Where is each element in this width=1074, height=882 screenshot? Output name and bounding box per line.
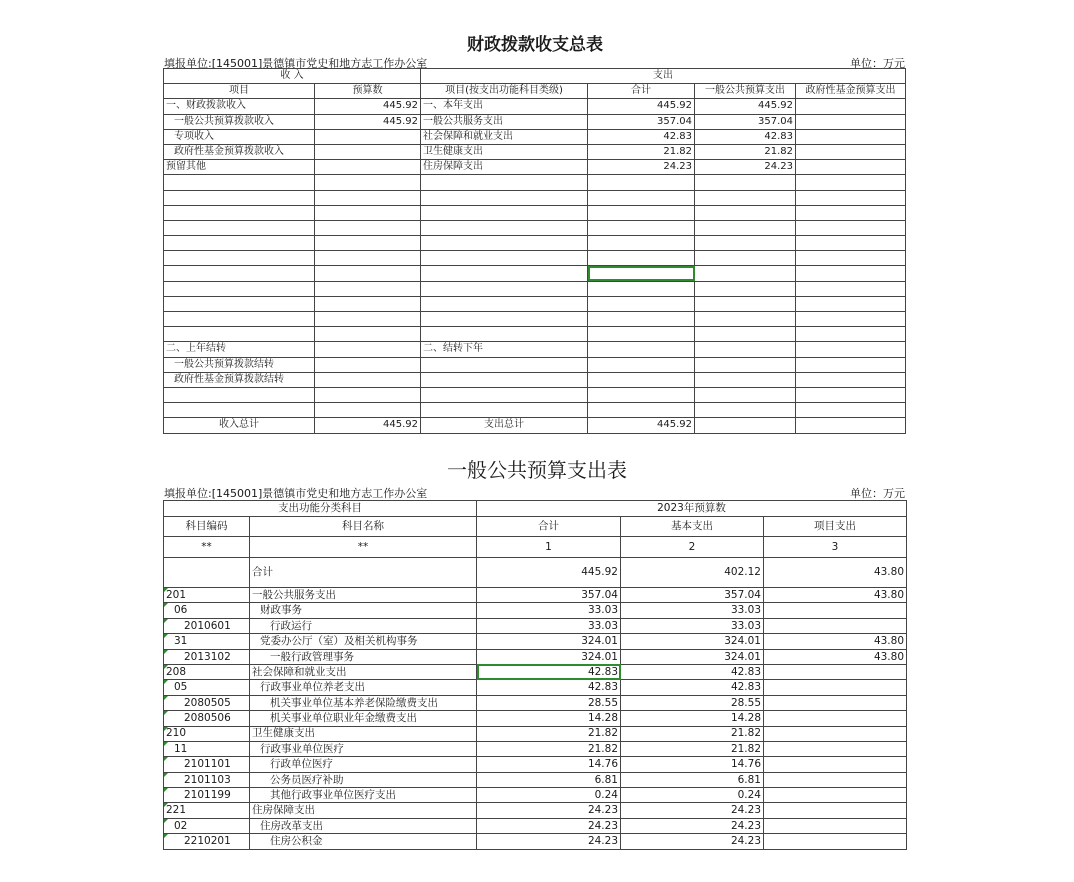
cell-total[interactable]: 21.82: [477, 741, 621, 756]
cell[interactable]: 445.92: [315, 99, 421, 114]
cell[interactable]: [796, 418, 906, 433]
cell[interactable]: [695, 372, 796, 387]
empty-row: [164, 281, 906, 296]
cell[interactable]: [588, 296, 695, 311]
cell-basic[interactable]: 33.03: [621, 603, 764, 618]
cell[interactable]: [796, 251, 906, 266]
cell-name[interactable]: 一般行政管理事务: [250, 649, 477, 664]
cell-code[interactable]: 2101101: [164, 757, 250, 772]
empty-row: [164, 251, 906, 266]
cell-code[interactable]: 221: [164, 803, 250, 818]
cell[interactable]: [588, 372, 695, 387]
cell-name[interactable]: 住房保障支出: [250, 803, 477, 818]
table-row: [164, 649, 907, 664]
cell[interactable]: [796, 327, 906, 342]
cell-code[interactable]: 05: [164, 680, 250, 695]
cell[interactable]: [315, 144, 421, 159]
cell[interactable]: [164, 236, 315, 251]
cell[interactable]: [164, 296, 315, 311]
col-total: 合计: [477, 517, 621, 537]
general-budget-expense-table: [163, 500, 907, 850]
cell[interactable]: [164, 251, 315, 266]
cell-total[interactable]: 324.01: [477, 634, 621, 649]
cell-total[interactable]: 6.81: [477, 772, 621, 787]
cell-basic[interactable]: 21.82: [621, 726, 764, 741]
func-class-header: 支出功能分类科目: [164, 501, 477, 517]
cell-basic[interactable]: 42.83: [621, 680, 764, 695]
cell[interactable]: [421, 175, 588, 190]
table1-unit: 单位：万元: [850, 57, 905, 70]
cell[interactable]: [164, 403, 315, 418]
col-general: 一般公共预算支出: [695, 84, 796, 99]
cell-total[interactable]: 14.76: [477, 757, 621, 772]
cell-code[interactable]: 2080506: [164, 711, 250, 726]
cell-name[interactable]: 党委办公厅（室）及相关机构事务: [250, 634, 477, 649]
cell-project[interactable]: 43.80: [764, 649, 907, 664]
cell[interactable]: 24.23: [695, 160, 796, 175]
cell[interactable]: [695, 312, 796, 327]
cell-code[interactable]: 2101103: [164, 772, 250, 787]
cell[interactable]: 二、上年结转: [164, 342, 315, 357]
cell[interactable]: 357.04: [695, 114, 796, 129]
cell[interactable]: [588, 220, 695, 235]
cell[interactable]: [796, 266, 906, 281]
cell-code[interactable]: 2080505: [164, 695, 250, 710]
cell[interactable]: 445.92: [588, 99, 695, 114]
table-row: [164, 99, 906, 114]
cell[interactable]: [588, 327, 695, 342]
cell-basic[interactable]: 21.82: [621, 741, 764, 756]
cell[interactable]: [421, 220, 588, 235]
cell[interactable]: 21.82: [695, 144, 796, 159]
cell[interactable]: 一般公共预算拨款结转: [164, 357, 315, 372]
cell[interactable]: 社会保障和就业支出: [421, 129, 588, 144]
table-row: [164, 342, 906, 357]
cell[interactable]: [421, 266, 588, 281]
cell[interactable]: [588, 403, 695, 418]
index-row: [164, 537, 907, 558]
cell[interactable]: [588, 281, 695, 296]
cell-name[interactable]: 一般公共服务支出: [250, 588, 477, 603]
empty-row: [164, 220, 906, 235]
cell-basic[interactable]: 324.01: [621, 649, 764, 664]
cell[interactable]: [588, 205, 695, 220]
cell[interactable]: [164, 190, 315, 205]
cell[interactable]: [796, 160, 906, 175]
cell[interactable]: 21.82: [588, 144, 695, 159]
cell[interactable]: [164, 312, 315, 327]
cell[interactable]: 24.23: [588, 160, 695, 175]
cell[interactable]: [695, 387, 796, 402]
header-row: [164, 69, 906, 84]
cell: 2: [621, 537, 764, 558]
cell-total[interactable]: 24.23: [477, 818, 621, 833]
cell[interactable]: [421, 281, 588, 296]
cell[interactable]: [315, 387, 421, 402]
cell[interactable]: [588, 190, 695, 205]
table-row: [164, 741, 907, 756]
cell[interactable]: [796, 372, 906, 387]
cell[interactable]: 43.80: [764, 558, 907, 588]
cell-project[interactable]: [764, 803, 907, 818]
cell[interactable]: 一、本年支出: [421, 99, 588, 114]
cell-name[interactable]: 行政事业单位养老支出: [250, 680, 477, 695]
cell[interactable]: [796, 220, 906, 235]
cell-code[interactable]: 208: [164, 664, 250, 679]
cell[interactable]: [588, 236, 695, 251]
cell[interactable]: [796, 281, 906, 296]
cell[interactable]: [695, 327, 796, 342]
table2-filler: 填报单位:[145001]景德镇市党史和地方志工作办公室: [164, 487, 428, 500]
cell-project[interactable]: [764, 695, 907, 710]
empty-row: [164, 205, 906, 220]
income-total-label[interactable]: 收入总计: [164, 418, 315, 433]
table-row: [164, 664, 907, 679]
cell-total[interactable]: 42.83: [477, 664, 621, 679]
cell-total[interactable]: 357.04: [477, 588, 621, 603]
empty-row: [164, 190, 906, 205]
cell-code[interactable]: 02: [164, 818, 250, 833]
cell-project[interactable]: [764, 741, 907, 756]
cell[interactable]: [796, 342, 906, 357]
cell-name[interactable]: 其他行政事业单位医疗支出: [250, 788, 477, 803]
empty-row: [164, 387, 906, 402]
cell[interactable]: [421, 190, 588, 205]
cell[interactable]: [421, 236, 588, 251]
cell[interactable]: [695, 296, 796, 311]
table-row: [164, 803, 907, 818]
cell[interactable]: [315, 281, 421, 296]
cell[interactable]: [796, 312, 906, 327]
cell[interactable]: [421, 251, 588, 266]
cell-name[interactable]: 行政运行: [250, 618, 477, 633]
cell-project[interactable]: [764, 818, 907, 833]
cell[interactable]: [796, 357, 906, 372]
cell[interactable]: [164, 205, 315, 220]
col-project: 项目支出: [764, 517, 907, 537]
cell[interactable]: [315, 220, 421, 235]
cell-name[interactable]: 行政单位医疗: [250, 757, 477, 772]
cell-project[interactable]: [764, 711, 907, 726]
budget-year-header: 2023年预算数: [477, 501, 907, 517]
cell: 1: [477, 537, 621, 558]
cell[interactable]: [796, 114, 906, 129]
cell-name[interactable]: 财政事务: [250, 603, 477, 618]
cell[interactable]: [315, 403, 421, 418]
empty-row: [164, 327, 906, 342]
table-row: [164, 818, 907, 833]
empty-row: [164, 175, 906, 190]
cell[interactable]: [588, 387, 695, 402]
cell-code[interactable]: 2210201: [164, 834, 250, 849]
fiscal-summary-table: [163, 68, 906, 434]
cell[interactable]: [315, 296, 421, 311]
cell-total[interactable]: 21.82: [477, 726, 621, 741]
cell-project[interactable]: [764, 664, 907, 679]
cell: 3: [764, 537, 907, 558]
cell[interactable]: [695, 281, 796, 296]
cell-name[interactable]: 社会保障和就业支出: [250, 664, 477, 679]
cell-name[interactable]: 机关事业单位职业年金缴费支出: [250, 711, 477, 726]
cell[interactable]: [164, 220, 315, 235]
cell[interactable]: [588, 357, 695, 372]
cell[interactable]: 预留其他: [164, 160, 315, 175]
cell[interactable]: [796, 129, 906, 144]
cell-project[interactable]: [764, 834, 907, 849]
table-row: [164, 634, 907, 649]
cell-code[interactable]: 2013102: [164, 649, 250, 664]
cell[interactable]: 445.92: [695, 99, 796, 114]
cell[interactable]: [421, 327, 588, 342]
col-budget: 预算数: [315, 84, 421, 99]
cell-basic[interactable]: 324.01: [621, 634, 764, 649]
table-row: [164, 160, 906, 175]
cell[interactable]: [164, 175, 315, 190]
cell[interactable]: [421, 296, 588, 311]
cell-name[interactable]: 机关事业单位基本养老保险缴费支出: [250, 695, 477, 710]
table-row: [164, 357, 906, 372]
cell: **: [164, 537, 250, 558]
cell[interactable]: 42.83: [695, 129, 796, 144]
cell-name[interactable]: 住房公积金: [250, 834, 477, 849]
cell[interactable]: 住房保障支出: [421, 160, 588, 175]
cell-name[interactable]: 卫生健康支出: [250, 726, 477, 741]
table2-body: [164, 588, 907, 850]
cell[interactable]: [421, 372, 588, 387]
table-row: [164, 772, 907, 787]
cell[interactable]: [796, 190, 906, 205]
cell[interactable]: [695, 251, 796, 266]
cell[interactable]: 二、结转下年: [421, 342, 588, 357]
cell[interactable]: 42.83: [588, 129, 695, 144]
table2-title: 一般公共预算支出表: [447, 458, 627, 482]
expense-total-value[interactable]: 445.92: [588, 418, 695, 433]
table-row: [164, 757, 907, 772]
cell-total[interactable]: 324.01: [477, 649, 621, 664]
table-row: [164, 144, 906, 159]
cell[interactable]: [315, 236, 421, 251]
cell-basic[interactable]: 6.81: [621, 772, 764, 787]
cell[interactable]: [421, 357, 588, 372]
col-basic: 基本支出: [621, 517, 764, 537]
cell-code[interactable]: 210: [164, 726, 250, 741]
cell[interactable]: [315, 342, 421, 357]
cell[interactable]: [315, 312, 421, 327]
expense-header: 支出: [421, 69, 906, 84]
cell-project[interactable]: 43.80: [764, 634, 907, 649]
cell-basic[interactable]: 14.76: [621, 757, 764, 772]
cell[interactable]: [315, 129, 421, 144]
cell[interactable]: 一、财政拨款收入: [164, 99, 315, 114]
expense-total-label[interactable]: 支出总计: [421, 418, 588, 433]
cell[interactable]: [164, 266, 315, 281]
cell[interactable]: [421, 312, 588, 327]
cell-code[interactable]: 2010601: [164, 618, 250, 633]
cell[interactable]: [315, 175, 421, 190]
table1-filler: 填报单位:[145001]景德镇市党史和地方志工作办公室: [164, 57, 428, 70]
col-item-by-func: 项目(按支出功能科目类级): [421, 84, 588, 99]
cell[interactable]: [796, 205, 906, 220]
cell[interactable]: [315, 357, 421, 372]
empty-row: [164, 236, 906, 251]
cell[interactable]: [588, 251, 695, 266]
cell-name[interactable]: 住房改革支出: [250, 818, 477, 833]
selected-cell[interactable]: [588, 266, 695, 281]
cell[interactable]: 402.12: [621, 558, 764, 588]
cell[interactable]: [695, 357, 796, 372]
cell-total[interactable]: 42.83: [477, 680, 621, 695]
cell-code[interactable]: 31: [164, 634, 250, 649]
table-row: [164, 695, 907, 710]
cell-basic[interactable]: 28.55: [621, 695, 764, 710]
cell[interactable]: 357.04: [588, 114, 695, 129]
col-name: 科目名称: [250, 517, 477, 537]
cell[interactable]: [421, 205, 588, 220]
subheader-row: [164, 517, 907, 537]
col-item: 项目: [164, 84, 315, 99]
cell[interactable]: [695, 205, 796, 220]
empty-row: [164, 403, 906, 418]
cell-basic[interactable]: 14.28: [621, 711, 764, 726]
table-row: [164, 711, 907, 726]
cell-total[interactable]: 28.55: [477, 695, 621, 710]
cell-total[interactable]: 24.23: [477, 803, 621, 818]
cell-project[interactable]: [764, 603, 907, 618]
col-total: 合计: [588, 84, 695, 99]
cell-basic[interactable]: 24.23: [621, 834, 764, 849]
cell-basic[interactable]: 24.23: [621, 818, 764, 833]
cell[interactable]: [695, 266, 796, 281]
cell[interactable]: [315, 327, 421, 342]
cell[interactable]: [796, 99, 906, 114]
cell-name[interactable]: 行政事业单位医疗: [250, 741, 477, 756]
cell: **: [250, 537, 477, 558]
empty-row: [164, 296, 906, 311]
cell[interactable]: [695, 220, 796, 235]
income-total-value[interactable]: 445.92: [315, 418, 421, 433]
cell-project[interactable]: 43.80: [764, 588, 907, 603]
cell[interactable]: [796, 175, 906, 190]
cell[interactable]: 一般公共服务支出: [421, 114, 588, 129]
cell[interactable]: 一般公共预算拨款收入: [164, 114, 315, 129]
cell-total[interactable]: 33.03: [477, 603, 621, 618]
cell[interactable]: [796, 387, 906, 402]
cell-basic[interactable]: 24.23: [621, 803, 764, 818]
cell[interactable]: [164, 281, 315, 296]
cell-project[interactable]: [764, 618, 907, 633]
table-row: [164, 788, 907, 803]
cell[interactable]: [695, 418, 796, 433]
cell[interactable]: 专项收入: [164, 129, 315, 144]
cell-total[interactable]: 33.03: [477, 618, 621, 633]
cell-basic[interactable]: 0.24: [621, 788, 764, 803]
cell[interactable]: [315, 251, 421, 266]
cell-total[interactable]: 14.28: [477, 711, 621, 726]
table-row: [164, 129, 906, 144]
cell[interactable]: 合计: [250, 558, 477, 588]
cell-basic[interactable]: 33.03: [621, 618, 764, 633]
col-code: 科目编码: [164, 517, 250, 537]
cell[interactable]: 445.92: [315, 114, 421, 129]
cell-name[interactable]: 公务员医疗补助: [250, 772, 477, 787]
cell[interactable]: [796, 296, 906, 311]
cell-project[interactable]: [764, 788, 907, 803]
table2-unit: 单位：万元: [850, 487, 905, 500]
table-row: [164, 726, 907, 741]
sum-row: [164, 558, 907, 588]
empty-row: [164, 266, 906, 281]
cell-code[interactable]: 201: [164, 588, 250, 603]
cell-basic[interactable]: 357.04: [621, 588, 764, 603]
col-fund: 政府性基金预算支出: [796, 84, 906, 99]
cell[interactable]: [315, 372, 421, 387]
cell[interactable]: 卫生健康支出: [421, 144, 588, 159]
cell[interactable]: 政府性基金预算拨款收入: [164, 144, 315, 159]
table1-title: 财政拨款收支总表: [467, 35, 603, 55]
cell-code[interactable]: 06: [164, 603, 250, 618]
table-row: [164, 680, 907, 695]
cell[interactable]: [695, 342, 796, 357]
cell[interactable]: [315, 160, 421, 175]
cell[interactable]: 445.92: [477, 558, 621, 588]
table-row: [164, 618, 907, 633]
cell-total[interactable]: 24.23: [477, 834, 621, 849]
table-row: [164, 372, 906, 387]
cell[interactable]: [315, 266, 421, 281]
cell[interactable]: [588, 342, 695, 357]
cell-code[interactable]: 2101199: [164, 788, 250, 803]
cell[interactable]: [695, 175, 796, 190]
cell-code[interactable]: 11: [164, 741, 250, 756]
header-row: [164, 501, 907, 517]
cell-basic[interactable]: 42.83: [621, 664, 764, 679]
table-row: [164, 834, 907, 849]
table-row: [164, 588, 907, 603]
cell[interactable]: [695, 236, 796, 251]
cell[interactable]: [588, 312, 695, 327]
cell[interactable]: 政府性基金预算拨款结转: [164, 372, 315, 387]
cell[interactable]: [164, 387, 315, 402]
cell[interactable]: [421, 387, 588, 402]
totals-row: [164, 418, 906, 433]
empty-row: [164, 312, 906, 327]
table-row: [164, 114, 906, 129]
subheader-row: [164, 84, 906, 99]
cell[interactable]: [796, 236, 906, 251]
cell-total[interactable]: 0.24: [477, 788, 621, 803]
cell[interactable]: [695, 190, 796, 205]
cell[interactable]: [164, 558, 250, 588]
income-header: 收 入: [164, 69, 421, 84]
cell-project[interactable]: [764, 680, 907, 695]
cell-project[interactable]: [764, 772, 907, 787]
table-row: [164, 603, 907, 618]
cell[interactable]: [796, 144, 906, 159]
cell[interactable]: [695, 403, 796, 418]
cell[interactable]: [164, 327, 315, 342]
cell[interactable]: [588, 175, 695, 190]
cell[interactable]: [315, 190, 421, 205]
cell-project[interactable]: [764, 757, 907, 772]
cell[interactable]: [421, 403, 588, 418]
cell[interactable]: [315, 205, 421, 220]
cell-project[interactable]: [764, 726, 907, 741]
cell[interactable]: [796, 403, 906, 418]
